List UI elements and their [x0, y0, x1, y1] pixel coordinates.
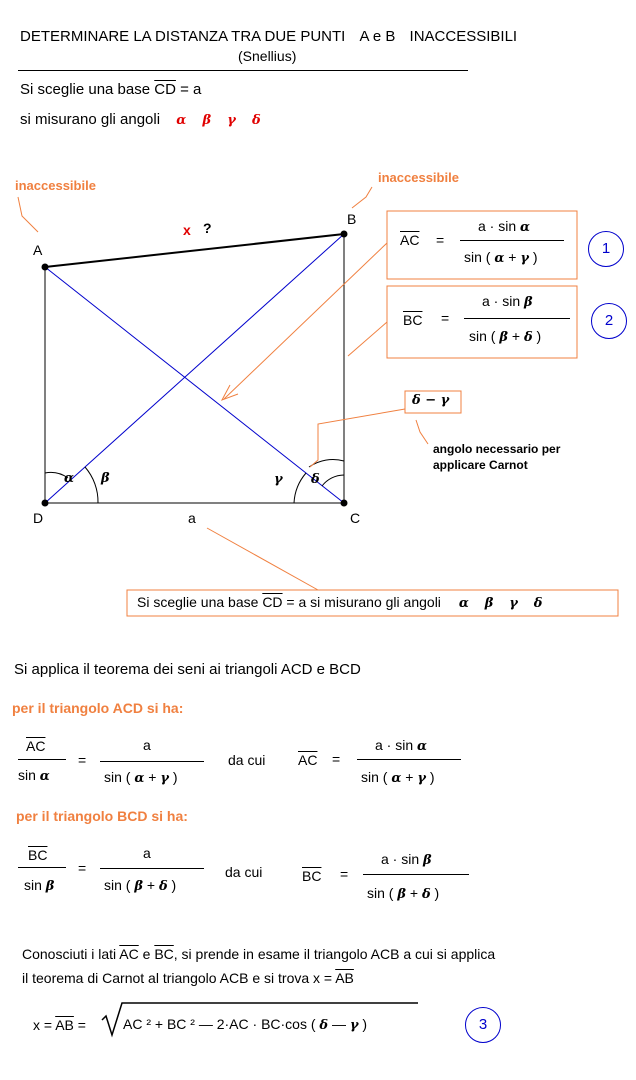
bcd-rhs-den-close: ) — [171, 877, 177, 893]
formula1-numerator — [478, 218, 530, 235]
formula3-badge: 3 — [465, 1007, 501, 1043]
acd-result-bar — [357, 759, 461, 760]
formula2-denominator — [469, 328, 541, 345]
bcd-lhs-den-sin: sin — [24, 877, 42, 893]
side-ab — [45, 234, 344, 267]
acd-result-den-alpha: α — [391, 771, 402, 786]
acd-lhs-num-text: $\overline{AC}$ — [26, 738, 46, 754]
carnot-radicand-text: AC ² + BC ² — 2·AC · BC·cos ( — [123, 1016, 316, 1032]
formula2-den-plus: + — [511, 328, 521, 344]
carnot-final-eq: = — [73, 1017, 86, 1033]
carnot-radicand — [123, 1016, 367, 1033]
bcd-rhs-den-beta: β — [134, 879, 143, 894]
carnot-line1-post: , si prende in esame il triangolo ACB a cui si applica — [173, 946, 496, 962]
acd-result-num-text: a · sin — [375, 737, 414, 753]
formula1-fraction-bar — [460, 240, 564, 241]
acd-rhs-den-alpha: α — [134, 771, 145, 786]
acd-result-den — [361, 769, 434, 786]
point-a-label: A — [33, 242, 43, 258]
intro-segment-cd: $\overline{CD}$ — [154, 81, 176, 98]
formula1-den-gamma: γ — [520, 251, 529, 266]
bcd-lhs-num — [28, 847, 47, 863]
pointer-note — [416, 420, 428, 444]
formula2-den-pre: sin ( — [469, 328, 496, 344]
acd-result-den-close: ) — [429, 769, 435, 785]
carnot-line1-pre: Conosciuti i lati — [22, 946, 120, 962]
acd-rhs-num: a — [143, 737, 151, 753]
carnot-final-ab: $\overline{AB}$ — [55, 1017, 74, 1033]
carnot-final-lhs — [33, 1017, 86, 1033]
bcd-lhs-den — [24, 877, 54, 894]
carnot-bc: $\overline{BC}$ — [154, 946, 174, 962]
formula1-num-alpha: α — [520, 220, 531, 235]
carnot-line2 — [22, 970, 354, 986]
bcd-lhs-den-beta: β — [45, 879, 55, 894]
arc-beta — [85, 467, 98, 503]
subtitle: (Snellius) — [238, 48, 297, 64]
acd-rhs-bar — [100, 761, 204, 762]
bcd-result-lhs — [302, 868, 321, 884]
label-inaccessible-a: inaccessibile — [15, 178, 96, 193]
acd-eq2: = — [332, 751, 341, 767]
formula2-fraction-bar — [464, 318, 570, 319]
arc-gamma — [294, 473, 306, 503]
delta-gamma-text: δ − γ — [412, 393, 450, 408]
acd-rhs-den — [104, 769, 177, 786]
unknown-x-label: x — [183, 222, 191, 238]
bcd-result-num-beta: β — [423, 853, 432, 868]
triangle-acd-heading: per il triangolo ACD si ha: — [12, 700, 184, 716]
point-c-label: C — [350, 510, 361, 526]
bcd-eq2: = — [340, 866, 349, 882]
acd-rhs-den-gamma: γ — [160, 771, 169, 786]
bottom-beta: β — [484, 596, 494, 611]
point-d-dot — [42, 500, 49, 507]
acd-eq1: = — [78, 752, 87, 768]
bcd-rhs-den-plus: + — [146, 877, 156, 893]
acd-lhs-den — [18, 767, 50, 784]
diagonal-ac — [45, 267, 344, 503]
carnot-line2-pre: il teorema di Carnot al triangolo ACB e si trova x = — [22, 970, 336, 986]
pointer-inacc-a — [18, 197, 38, 232]
bcd-result-num — [381, 851, 432, 868]
intro-alpha: α — [176, 113, 187, 128]
arc-delta — [322, 475, 344, 486]
acd-lhs-num — [26, 738, 45, 754]
pointer-base — [207, 528, 318, 590]
bcd-lhs-bar — [18, 867, 66, 868]
note-line2: applicare Carnot — [433, 458, 528, 472]
bottom-summary-pre: Si sceglie una base — [137, 594, 263, 610]
formula2-num-beta: β — [524, 295, 533, 310]
intro-line2-text: si misurano gli angoli — [20, 111, 161, 128]
formula1-eq: = — [436, 232, 445, 248]
acd-rhs-den-close: ) — [172, 769, 178, 785]
formula1-den-alpha: α — [494, 251, 505, 266]
intro-line1-post: = a — [175, 81, 202, 98]
formula1-lhs-text: $\overline{AC}$ — [400, 232, 420, 248]
formula2-lhs — [403, 312, 422, 328]
carnot-ab: $\overline{AB}$ — [335, 970, 354, 986]
angle-gamma-label: γ — [274, 472, 283, 487]
formula1-den-plus: + — [508, 249, 517, 265]
bottom-delta: δ — [533, 596, 543, 611]
formula1-denominator — [464, 249, 537, 266]
unknown-question: ? — [203, 220, 212, 236]
carnot-close: ) — [362, 1016, 368, 1032]
diagonal-db — [45, 234, 344, 503]
bcd-rhs-num: a — [143, 845, 151, 861]
formula2-badge: 2 — [591, 303, 627, 339]
bcd-result-den — [367, 885, 439, 902]
bcd-lhs-num-text: $\overline{BC}$ — [28, 847, 48, 863]
acd-result-lhs — [298, 752, 317, 768]
formula2-den-post: ) — [536, 328, 542, 344]
note-line1: angolo necessario per — [433, 442, 561, 456]
formula1-num-text: a · sin — [478, 218, 517, 234]
bottom-gamma: γ — [509, 596, 518, 611]
pointer-bc — [348, 322, 387, 356]
title-tail: INACCESSIBILI — [409, 28, 518, 45]
carnot-minus: — — [331, 1016, 346, 1032]
bcd-rhs-den — [104, 877, 176, 894]
acd-da-cui: da cui — [228, 752, 266, 768]
acd-lhs-bar — [18, 759, 66, 760]
bcd-eq1: = — [78, 860, 87, 876]
bcd-result-bar — [363, 874, 469, 875]
bcd-result-den-beta: β — [397, 887, 406, 902]
acd-lhs-den-alpha: α — [39, 769, 50, 784]
carnot-final-x: x = — [33, 1017, 56, 1033]
bcd-result-den-delta: δ — [421, 887, 431, 902]
acd-result-num — [375, 737, 427, 754]
carnot-ac: $\overline{AC}$ — [119, 946, 139, 962]
formula1-den-post: ) — [532, 249, 538, 265]
bcd-result-den-open: sin ( — [367, 885, 394, 901]
carnot-gamma: γ — [349, 1018, 359, 1033]
bcd-da-cui: da cui — [225, 864, 263, 880]
formula2-numerator — [482, 293, 533, 310]
triangle-bcd-heading: per il triangolo BCD si ha: — [16, 808, 188, 824]
formula1-lhs — [400, 232, 419, 248]
carnot-line1 — [22, 946, 495, 962]
bottom-summary-text — [137, 594, 542, 611]
acd-result-lhs-text: $\overline{AC}$ — [298, 752, 318, 768]
acd-rhs-den-open: sin ( — [104, 769, 131, 785]
acd-lhs-den-sin: sin — [18, 767, 36, 783]
acd-result-den-gamma: γ — [417, 771, 426, 786]
bottom-summary-post: = a si misurano gli angoli — [282, 594, 441, 610]
acd-rhs-den-plus: + — [148, 769, 157, 785]
formula2-eq: = — [441, 310, 450, 326]
title-main: DETERMINARE LA DISTANZA TRA DUE PUNTI — [20, 28, 346, 45]
bcd-result-num-text: a · sin — [381, 851, 420, 867]
point-c-dot — [341, 500, 348, 507]
sine-theorem-line: Si applica il teorema dei seni ai triangoli ACD e BCD — [14, 661, 361, 678]
bcd-result-lhs-text: $\overline{BC}$ — [302, 868, 322, 884]
acd-result-den-open: sin ( — [361, 769, 388, 785]
intro-gamma: γ — [227, 113, 236, 128]
base-a-label: a — [188, 510, 196, 526]
bcd-result-den-close: ) — [434, 885, 440, 901]
point-d-label: D — [33, 510, 44, 526]
angle-alpha-label: α — [64, 471, 75, 486]
bcd-rhs-bar — [100, 868, 204, 869]
bottom-summary-seg: $\overline{CD}$ — [262, 594, 283, 610]
formula2-num-text: a · sin — [482, 293, 521, 309]
bottom-alpha: α — [458, 596, 469, 611]
angle-delta-label: δ — [311, 472, 320, 487]
carnot-e: e — [138, 946, 155, 962]
formula2-den-beta: β — [499, 330, 508, 345]
intro-delta: δ — [252, 113, 261, 128]
formula2-lhs-text: $\overline{BC}$ — [403, 312, 423, 328]
acd-result-num-alpha: α — [417, 739, 428, 754]
intro-beta: β — [202, 113, 212, 128]
point-b-dot — [341, 231, 348, 238]
formula1-badge: 1 — [588, 231, 624, 267]
formula1-den-pre: sin ( — [464, 249, 491, 265]
point-a-dot — [42, 264, 49, 271]
pointer-inacc-b — [352, 187, 372, 208]
title-points: A e B — [359, 28, 396, 45]
pointer-ac — [224, 243, 387, 399]
bcd-result-den-plus: + — [409, 885, 419, 901]
carnot-delta: δ — [319, 1018, 329, 1033]
acd-result-den-plus: + — [405, 769, 414, 785]
bcd-rhs-den-open: sin ( — [104, 877, 131, 893]
intro-line1-text: Si sceglie una base — [20, 81, 155, 98]
point-b-label: B — [347, 211, 357, 227]
bcd-rhs-den-delta: δ — [158, 879, 168, 894]
pointer-delta-gamma — [310, 409, 405, 467]
angle-beta-label: β — [101, 471, 110, 486]
formula2-den-delta: δ — [523, 330, 533, 345]
label-inaccessible-b: inaccessibile — [378, 170, 459, 185]
